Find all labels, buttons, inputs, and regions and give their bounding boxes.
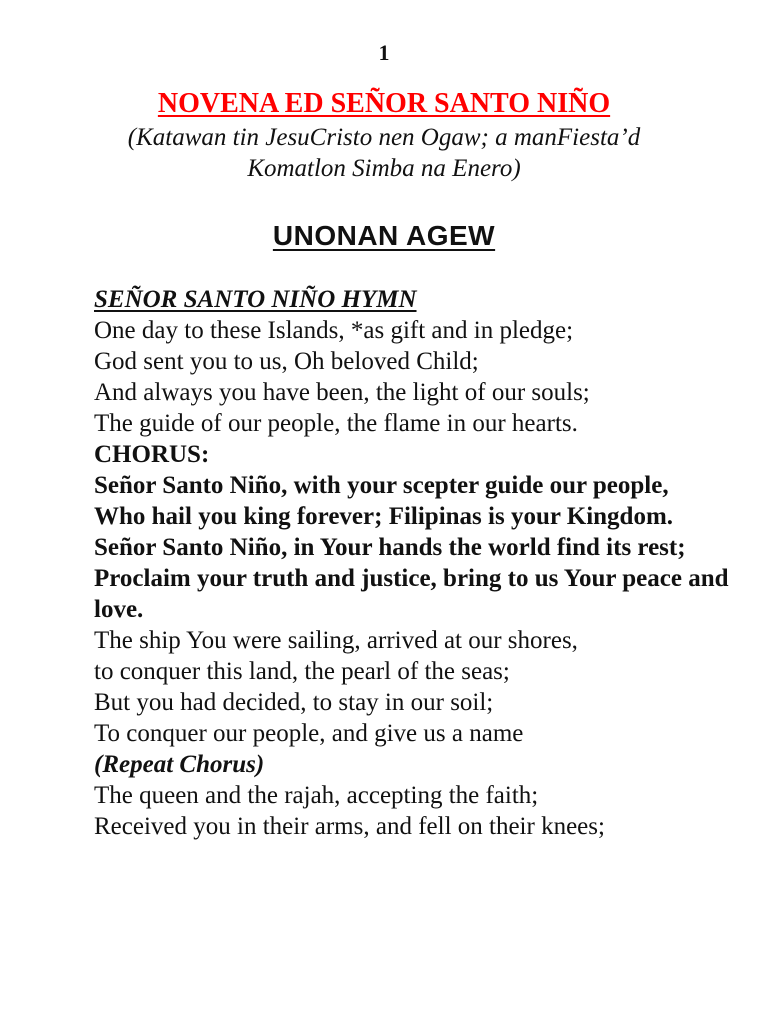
chorus-line: Proclaim your truth and justice, bring to us Your peace and love.: [94, 565, 729, 623]
subtitle-line: Komatlon Simba na Enero): [247, 155, 521, 182]
chorus-line: Señor Santo Niño, in Your hands the world find its rest;: [94, 534, 686, 561]
verse-2-line: to conquer this land, the pearl of the seas;: [94, 658, 510, 685]
verse-2-line: But you had decided, to stay in our soil;: [94, 689, 494, 716]
chorus-line: Who hail you king forever; Filipinas is your Kingdom.: [94, 503, 674, 530]
verse-2-line: The ship You were sailing, arrived at our shores,: [94, 627, 578, 654]
subtitle-line: (Katawan tin JesuCristo nen Ogaw; a manFiesta’d: [127, 124, 641, 151]
page-number: 1: [378, 40, 390, 65]
verse-3-line: The queen and the rajah, accepting the faith;: [94, 782, 539, 809]
verse-1-line: One day to these Islands, *as gift and in pledge;: [94, 317, 574, 344]
page-subtitle: [0, 122, 768, 184]
hymn-text: [94, 284, 734, 842]
verse-3-line: Received you in their arms, and fell on their knees;: [94, 813, 605, 840]
day-heading: UNONAN AGEW: [272, 220, 496, 251]
page-title: NOVENA ED SEÑOR SANTO NIÑO: [157, 88, 611, 119]
chorus-line: Señor Santo Niño, with your scepter guide our people,: [94, 472, 669, 499]
verse-2-line: To conquer our people, and give us a name: [94, 720, 524, 747]
repeat-chorus-note: (Repeat Chorus): [94, 751, 265, 778]
verse-1-line: God sent you to us, Oh beloved Child;: [94, 348, 479, 375]
hymn-title: SEÑOR SANTO NIÑO HYMN: [94, 286, 417, 313]
verse-1-line: And always you have been, the light of our souls;: [94, 379, 590, 406]
chorus-label: CHORUS:: [94, 441, 210, 468]
verse-1-line: The guide of our people, the flame in our hearts.: [94, 410, 578, 437]
